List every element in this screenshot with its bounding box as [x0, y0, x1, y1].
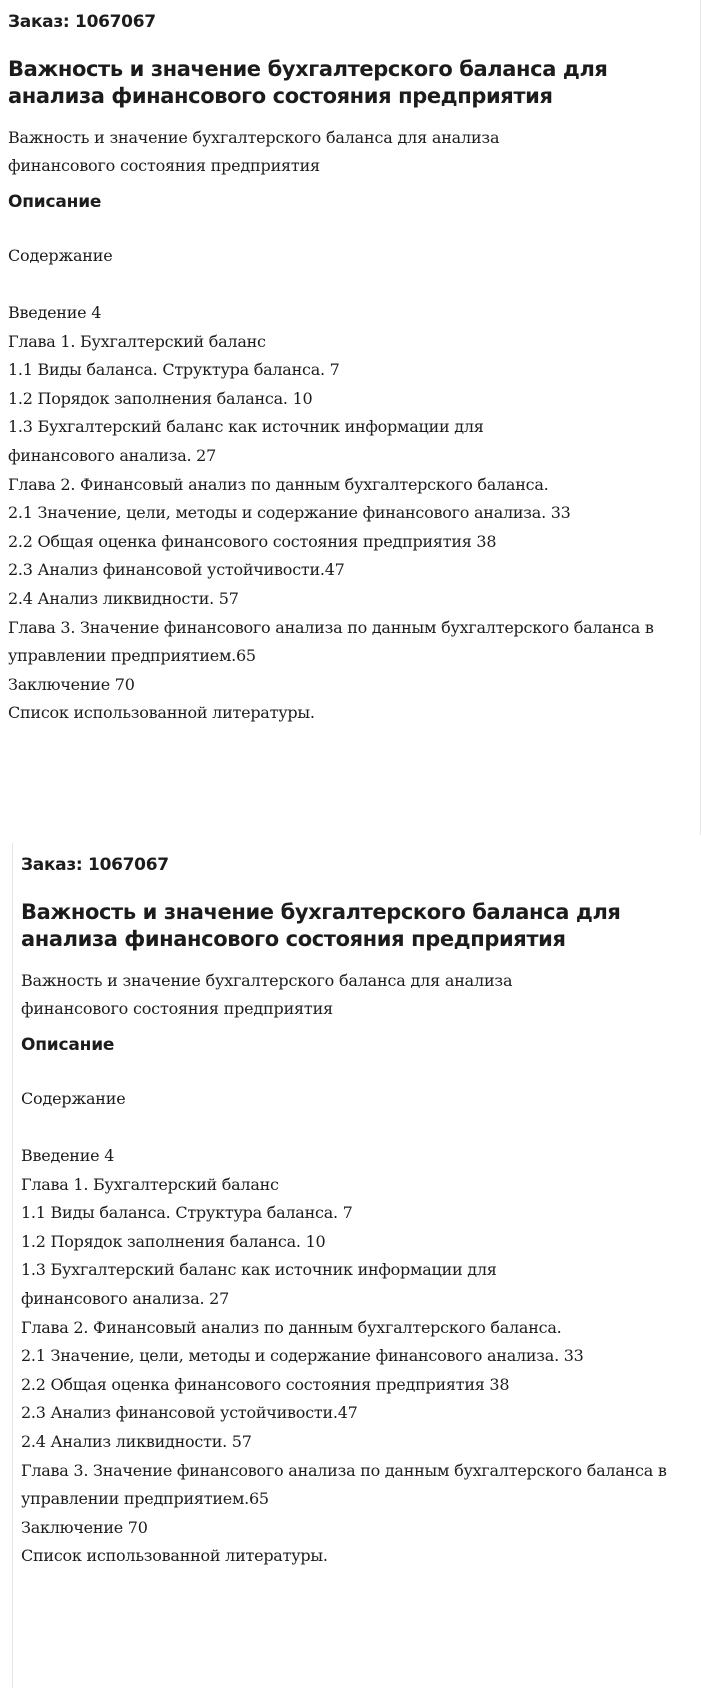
toc-item: 2.1 Значение, цели, методы и содержание финансового анализа. 33 — [8, 503, 571, 523]
toc-item: Глава 1. Бухгалтерский баланс — [8, 331, 266, 351]
subtitle: Важность и значение бухгалтерского баланса для анализа финансового состояния предприятия — [21, 971, 513, 1018]
toc-item: Заключение 70 — [21, 1517, 148, 1537]
toc-item: Заключение 70 — [8, 674, 135, 694]
toc-item: 1.1 Виды баланса. Структура баланса. 7 — [8, 360, 340, 380]
toc-item: Список использованной литературы. — [21, 1546, 328, 1566]
toc-item: 2.2 Общая оценка финансового состояния предприятия 38 — [21, 1374, 510, 1394]
toc-item: 2.3 Анализ финансовой устойчивости.47 — [21, 1403, 358, 1423]
toc-item: Глава 3. Значение финансового анализа по данным бухгалтерского баланса в управлении предприятием.65 — [21, 1460, 667, 1509]
description-heading: Описание — [21, 1035, 115, 1055]
toc-list — [8, 299, 678, 728]
toc-item: 1.3 Бухгалтерский баланс как источник информации для финансового анализа. 27 — [21, 1260, 497, 1308]
toc-item: Глава 2. Финансовый анализ по данным бухгалтерского баланса. — [8, 474, 549, 494]
toc-item: 1.1 Виды баланса. Структура баланса. 7 — [21, 1203, 353, 1223]
subtitle: Важность и значение бухгалтерского баланса для анализа финансового состояния предприятия — [8, 128, 500, 175]
toc-item: Введение 4 — [21, 1146, 115, 1165]
toc-list — [21, 1142, 686, 1571]
toc-item: 2.4 Анализ ликвидности. 57 — [8, 588, 239, 608]
description-heading: Описание — [8, 192, 102, 212]
page-title: Важность и значение бухгалтерского баланса для анализа финансового состояния предприятия — [21, 900, 621, 951]
content-block-1 — [0, 0, 701, 835]
toc-item: 2.2 Общая оценка финансового состояния предприятия 38 — [8, 531, 497, 551]
toc-item: 1.2 Порядок заполнения баланса. 10 — [8, 388, 313, 408]
toc-item: Глава 2. Финансовый анализ по данным бухгалтерского баланса. — [21, 1317, 562, 1337]
page-title: Важность и значение бухгалтерского баланса для анализа финансового состояния предприятия — [8, 57, 608, 108]
contents-heading: Содержание — [8, 246, 113, 265]
toc-item: Глава 1. Бухгалтерский баланс — [21, 1174, 279, 1194]
toc-item: Введение 4 — [8, 303, 102, 322]
toc-item: 2.3 Анализ финансовой устойчивости.47 — [8, 560, 345, 580]
content-block-2 — [12, 843, 701, 1688]
toc-item: 2.4 Анализ ликвидности. 57 — [21, 1431, 252, 1451]
toc-item: 1.3 Бухгалтерский баланс как источник информации для финансового анализа. 27 — [8, 417, 484, 465]
toc-item: 2.1 Значение, цели, методы и содержание финансового анализа. 33 — [21, 1346, 584, 1366]
toc-item: 1.2 Порядок заполнения баланса. 10 — [21, 1231, 326, 1251]
toc-item: Глава 3. Значение финансового анализа по данным бухгалтерского баланса в управлении предприятием.65 — [8, 617, 654, 666]
contents-heading: Содержание — [21, 1089, 126, 1108]
toc-item: Список использованной литературы. — [8, 703, 315, 723]
order-number: Заказ: 1067067 — [21, 855, 169, 875]
order-number: Заказ: 1067067 — [8, 12, 156, 32]
